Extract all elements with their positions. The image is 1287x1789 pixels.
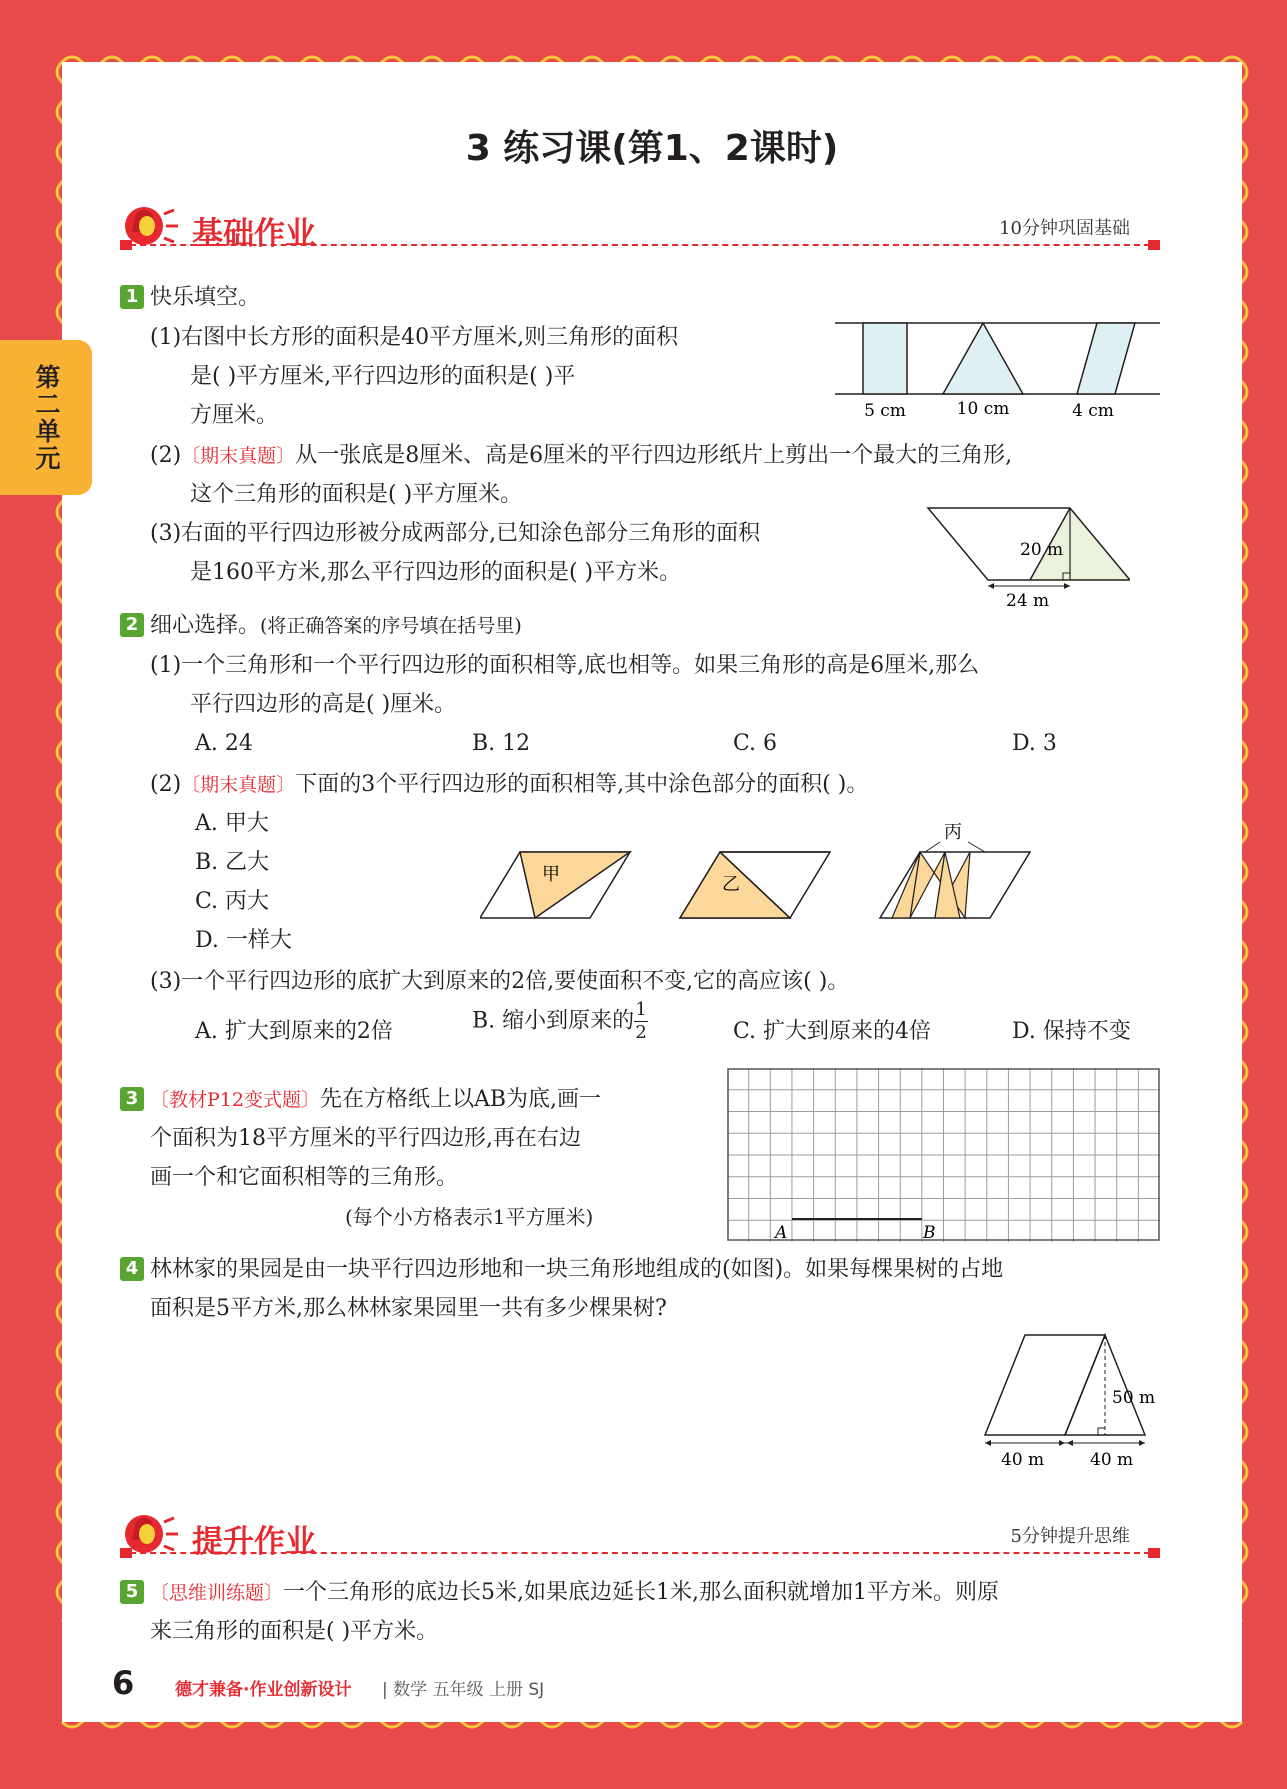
rectangle-shape xyxy=(863,323,907,394)
triangle-shape xyxy=(943,323,1023,394)
q2-p3-option-d: D. 保持不变 xyxy=(1012,1019,1131,1044)
q3-grid-paper[interactable] xyxy=(727,1068,1160,1242)
q2-p3-option-c: C. 扩大到原来的4倍 xyxy=(733,1019,932,1044)
q2-p2-option-c: C. 丙大 xyxy=(195,889,270,914)
q2-number: 2 xyxy=(120,613,144,637)
parallelogram-shape xyxy=(1077,323,1135,394)
shaded-jia xyxy=(520,852,630,918)
q2-p1-option-c: C. 6 xyxy=(733,731,778,756)
unit-tab-label: 第二单元 xyxy=(32,363,61,472)
q2-p2-option-d: D. 一样大 xyxy=(195,928,292,953)
label-height-50m: 50 m xyxy=(1112,1388,1156,1408)
q4-line1-text: 林林家的果园是由一块平行四边形地和一块三角形地组成的(如图)。如果每棵果树的占地 xyxy=(150,1257,1004,1282)
q1-heading xyxy=(120,278,260,317)
q2-heading-text: 细心选择。 xyxy=(150,613,261,638)
section-basic-header xyxy=(120,200,1160,260)
label-b: B xyxy=(923,1223,936,1242)
section-basic-title: 基础作业 xyxy=(192,216,316,252)
q1-heading-text: 快乐填空。 xyxy=(150,285,261,310)
q2-part2-line1 xyxy=(150,765,868,805)
q2-p1-option-a: A. 24 xyxy=(195,731,253,756)
q2-part2-tag: 〔期末真题〕 xyxy=(181,774,296,796)
q3-number: 3 xyxy=(120,1087,144,1111)
q1-figure-rectangle-shapes xyxy=(835,318,1160,428)
q4-number: 4 xyxy=(120,1257,144,1281)
section-advanced-subtitle: 5分钟提升思维 xyxy=(1010,1526,1130,1547)
label-bing: 丙 xyxy=(944,822,962,843)
q4-line1 xyxy=(120,1250,1003,1289)
divider-dot xyxy=(1148,240,1160,250)
q4-figure-orchard xyxy=(975,1325,1165,1475)
fraction-numerator: 1 xyxy=(635,999,647,1020)
q2-p1-option-b: B. 12 xyxy=(472,731,531,756)
unit-tab xyxy=(0,340,92,495)
q3-line2: 个面积为18平方厘米的平行四边形,再在右边 xyxy=(150,1126,581,1151)
q5-line2: 来三角形的面积是( )平方米。 xyxy=(150,1619,439,1644)
page-number: 6 xyxy=(112,1664,135,1702)
q3-line3: 画一个和它面积相等的三角形。 xyxy=(150,1165,459,1190)
q2-p3-option-b-text: B. 缩小到原来的 xyxy=(472,1008,635,1034)
q3-note: (每个小方格表示1平方厘米) xyxy=(345,1205,594,1229)
label-5cm: 5 cm xyxy=(864,401,906,421)
q2-p2-option-a: A. 甲大 xyxy=(195,811,269,836)
page-title: 3 练习课(第1、2课时) xyxy=(465,128,839,169)
q1-figure-parallelogram xyxy=(920,500,1130,615)
q1-part3-line2: 是160平方米,那么平行四边形的面积是( )平方米。 xyxy=(190,560,682,585)
q2-part3-line1: (3)一个平行四边形的底扩大到原来的2倍,要使面积不变,它的高应该( )。 xyxy=(150,969,850,994)
q1-part3-line1: (3)右面的平行四边形被分成两部分,已知涂色部分三角形的面积 xyxy=(150,521,761,546)
q2-p3-option-b xyxy=(472,1000,648,1043)
q2-part2-num: (2) xyxy=(150,772,182,797)
q1-part2-tag: 〔期末真题〕 xyxy=(181,445,296,467)
q5-line1 xyxy=(120,1573,999,1613)
section-advanced-title: 提升作业 xyxy=(192,1524,316,1560)
footer-book-info: | 数学 五年级 上册 SJ xyxy=(382,1680,545,1700)
footer-brand: 德才兼备·作业创新设计 xyxy=(175,1680,352,1700)
q1-part1-line3: 方厘米。 xyxy=(190,403,279,428)
divider-dot xyxy=(1148,1548,1160,1558)
q2-p1-option-d: D. 3 xyxy=(1012,731,1057,756)
q1-part2-num: (2) xyxy=(150,443,182,468)
q2-figures-parallelograms xyxy=(480,820,1040,920)
q5-tag: 〔思维训练题〕 xyxy=(150,1582,284,1604)
q2-heading-note: (将正确答案的序号填在括号里) xyxy=(260,615,522,637)
fraction-one-half xyxy=(634,1000,648,1043)
q2-p2-option-b: B. 乙大 xyxy=(195,850,270,875)
q1-part2-line2: 这个三角形的面积是( )平方厘米。 xyxy=(190,482,523,507)
q3-line1-text: 先在方格纸上以AB为底,画一 xyxy=(319,1087,602,1112)
label-height-20m: 20 m xyxy=(1020,540,1064,560)
label-base-40m-1: 40 m xyxy=(1001,1450,1045,1470)
section-basic-divider xyxy=(120,244,1160,246)
q2-p3-option-a: A. 扩大到原来的2倍 xyxy=(195,1019,393,1044)
label-10cm: 10 cm xyxy=(956,399,1010,419)
fraction-denominator: 2 xyxy=(635,1022,647,1043)
label-jia: 甲 xyxy=(542,864,560,885)
q1-part2-line1 xyxy=(150,436,1012,476)
q5-number: 5 xyxy=(120,1580,144,1604)
q1-part2-text: 从一张底是8厘米、高是6厘米的平行四边形纸片上剪出一个最大的三角形, xyxy=(295,443,1013,468)
section-advanced-divider xyxy=(120,1552,1160,1554)
q2-heading xyxy=(120,606,522,646)
q2-part2-text: 下面的3个平行四边形的面积相等,其中涂色部分的面积( )。 xyxy=(295,772,869,797)
label-a: A xyxy=(775,1223,788,1242)
q3-line1 xyxy=(120,1080,601,1120)
section-advanced-header xyxy=(120,1508,1160,1568)
section-basic-subtitle: 10分钟巩固基础 xyxy=(999,218,1130,239)
q3-tag: 〔教材P12变式题〕 xyxy=(150,1089,320,1111)
q1-number: 1 xyxy=(120,285,144,309)
label-4cm: 4 cm xyxy=(1072,401,1114,421)
q4-line2: 面积是5平方米,那么林林家果园里一共有多少棵果树? xyxy=(150,1296,667,1321)
q2-part1-line1: (1)一个三角形和一个平行四边形的面积相等,底也相等。如果三角形的高是6厘米,那么 xyxy=(150,653,980,678)
q5-line1-text: 一个三角形的底边长5米,如果底边延长1米,那么面积就增加1平方米。则原 xyxy=(283,1580,999,1605)
label-base-40m-2: 40 m xyxy=(1090,1450,1134,1470)
label-base-24m: 24 m xyxy=(1006,591,1050,611)
q1-part1-line2: 是( )平方厘米,平行四边形的面积是( )平 xyxy=(190,364,576,389)
divider-dot xyxy=(120,1548,132,1558)
q1-part1-line1: (1)右图中长方形的面积是40平方厘米,则三角形的面积 xyxy=(150,325,679,350)
label-yi: 乙 xyxy=(722,874,740,895)
q2-part1-line2: 平行四边形的高是( )厘米。 xyxy=(190,692,457,717)
divider-dot xyxy=(120,240,132,250)
